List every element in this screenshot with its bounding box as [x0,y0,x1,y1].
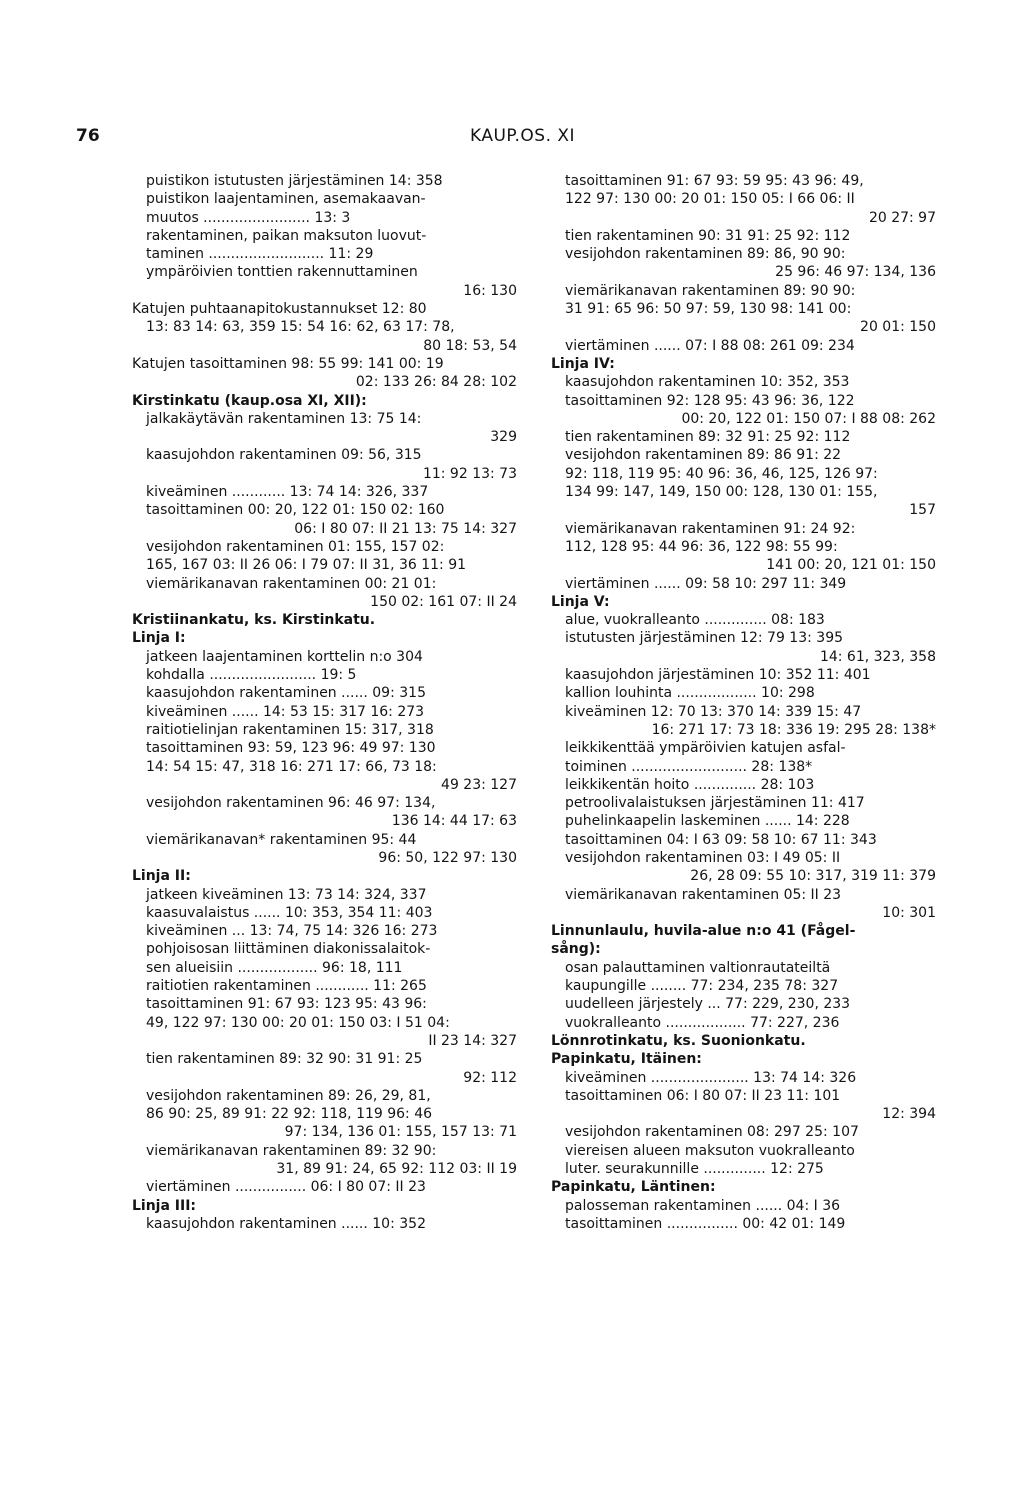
index-heading: Kristiinankatu, ks. Kirstinkatu. [132,612,376,629]
index-line: kiveäminen ... 13: 74, 75 14: 326 16: 273 [146,923,438,940]
index-line: kiveäminen 12: 70 13: 370 14: 339 15: 47 [565,703,862,720]
index-heading: Papinkatu, Itäinen: [551,1051,702,1068]
index-line: 136 14: 44 17: 63 [391,813,517,830]
index-line: 31 91: 65 96: 50 97: 59, 130 98: 141 00: [565,301,852,318]
index-line: 112, 128 95: 44 96: 36, 122 98: 55 99: [565,538,838,555]
index-line: jalkakäytävän rakentaminen 13: 75 14: [146,410,422,427]
index-heading: Linja IV: [551,355,615,372]
index-line: 134 99: 147, 149, 150 00: 128, 130 01: 155, [565,484,878,501]
index-line: 86 90: 25, 89 91: 22 92: 118, 119 96: 46 [146,1106,433,1123]
index-line: 49, 122 97: 130 00: 20 01: 150 03: I 51 04: [146,1014,450,1031]
index-line: vesijohdon rakentaminen 08: 297 25: 107 [565,1124,859,1141]
index-line: 31, 89 91: 24, 65 92: 112 03: II 19 [276,1161,517,1178]
index-line: sen alueisiin .................. 96: 18, 111 [146,959,403,976]
index-line: viemärikanavan rakentaminen 05: II 23 [565,886,842,903]
index-line: 00: 20, 122 01: 150 07: I 88 08: 262 [681,410,936,427]
index-line: leikkikenttää ympäröivien katujen asfal- [565,740,846,757]
index-line: 80 18: 53, 54 [423,337,517,354]
index-line: vesijohdon rakentaminen 03: I 49 05: II [565,849,841,866]
index-line: vesijohdon rakentaminen 89: 26, 29, 81, [146,1087,431,1104]
index-line: 157 [909,502,936,519]
index-line: puistikon laajentaminen, asemakaavan- [146,191,426,208]
index-line: tien rakentaminen 89: 32 90: 31 91: 25 [146,1051,423,1068]
index-line: tasoittaminen 00: 20, 122 01: 150 02: 160 [146,502,445,519]
index-line: viereisen alueen maksuton vuokralleanto [565,1142,855,1159]
index-line: raitiotielinjan rakentaminen 15: 317, 318 [146,721,434,738]
index-line: viertäminen ................ 06: I 80 07: II 23 [146,1179,426,1196]
index-heading: Kirstinkatu (kaup.osa XI, XII): [132,392,367,409]
index-line: petroolivalaistuksen järjestäminen 11: 417 [565,795,865,812]
index-line: 49 23: 127 [441,776,517,793]
index-line: kaasujohdon järjestäminen 10: 352 11: 401 [565,667,871,684]
index-line: puistikon istutusten järjestäminen 14: 358 [146,173,443,189]
index-line: tasoittaminen 92: 128 95: 43 96: 36, 122 [565,392,855,409]
index-line: 14: 54 15: 47, 318 16: 271 17: 66, 73 18: [146,758,437,775]
index-line: tasoittaminen 91: 67 93: 59 95: 43 96: 49, [565,173,864,189]
index-line: viemärikanavan rakentaminen 89: 32 90: [146,1142,437,1159]
index-heading: Linja V: [551,593,610,610]
index-line: 14: 61, 323, 358 [819,648,936,665]
index-line: 25 96: 46 97: 134, 136 [775,264,936,281]
index-column-right [551,172,936,1233]
index-line: istutusten järjestäminen 12: 79 13: 395 [565,630,844,647]
index-line: luter. seurakunnille .............. 12: 275 [565,1161,824,1178]
index-line: vesijohdon rakentaminen 89: 86, 90 90: [565,246,846,263]
index-line: kiveäminen ............ 13: 74 14: 326, 337 [146,484,429,501]
index-line: 97: 134, 136 01: 155, 157 13: 71 [284,1124,517,1141]
index-heading: Linja II: [132,868,191,885]
index-line: taminen .......................... 11: 29 [146,246,374,263]
index-line: vesijohdon rakentaminen 96: 46 97: 134, [146,795,436,812]
index-line: muutos ........................ 13: 3 [146,209,351,226]
index-line: kaasuvalaistus ...... 10: 353, 354 11: 403 [146,904,433,921]
index-line: vesijohdon rakentaminen 01: 155, 157 02: [146,538,445,555]
index-line: Katujen puhtaanapitokustannukset 12: 80 [132,301,427,318]
index-line: viemärikanavan* rakentaminen 95: 44 [146,831,417,848]
index-line: rakentaminen, paikan maksuton luovut- [146,227,427,244]
index-line: 165, 167 03: II 26 06: I 79 07: II 31, 36 11: 91 [146,557,467,574]
index-line: 02: 133 26: 84 28: 102 [355,374,517,391]
index-line: 20 27: 97 [868,209,936,226]
index-line: raitiotien rakentaminen ............ 11: 265 [146,978,427,995]
index-line: 96: 50, 122 97: 130 [378,849,517,866]
index-line: viemärikanavan rakentaminen 89: 90 90: [565,282,856,299]
index-line: 06: I 80 07: II 21 13: 75 14: 327 [294,520,517,537]
index-heading: sång): [551,941,601,958]
index-line: 11: 92 13: 73 [422,465,517,482]
index-line: toiminen .......................... 28: 138* [565,758,813,775]
index-line: tien rakentaminen 90: 31 91: 25 92: 112 [565,227,851,244]
page-number: 76 [76,126,100,146]
index-line: kaasujohdon rakentaminen 09: 56, 315 [146,447,422,464]
index-heading: Linja III: [132,1197,197,1214]
index-line: kaupungille ........ 77: 234, 235 78: 327 [565,978,839,995]
index-line: tien rakentaminen 89: 32 91: 25 92: 112 [565,429,851,446]
index-line: tasoittaminen 91: 67 93: 123 95: 43 96: [146,996,427,1013]
index-line: viemärikanavan rakentaminen 00: 21 01: [146,575,437,592]
index-line: leikkikentän hoito .............. 28: 103 [565,776,815,793]
index-line: vuokralleanto .................. 77: 227, 236 [565,1014,840,1031]
index-line: 12: 394 [882,1106,936,1123]
index-line: kiveäminen ...................... 13: 74 14: 326 [565,1069,857,1086]
index-heading: Papinkatu, Läntinen: [551,1179,716,1196]
index-line: 122 97: 130 00: 20 01: 150 05: I 66 06: II [565,191,855,208]
index-line: Katujen tasoittaminen 98: 55 99: 141 00: 19 [132,355,444,372]
index-line: 16: 271 17: 73 18: 336 19: 295 28: 138* [651,721,936,738]
index-column-left [132,172,517,1233]
index-line: kaasujohdon rakentaminen ...... 09: 315 [146,685,426,702]
index-line: 92: 118, 119 95: 40 96: 36, 46, 125, 126 97: [565,465,878,482]
index-line: tasoittaminen 04: I 63 09: 58 10: 67 11: 343 [565,831,877,848]
index-line: uudelleen järjestely ... 77: 229, 230, 233 [565,996,851,1013]
index-line: kaasujohdon rakentaminen ...... 10: 352 [146,1215,426,1232]
index-line: pohjoisosan liittäminen diakonissalaitok- [146,941,431,958]
index-line: vesijohdon rakentaminen 89: 86 91: 22 [565,447,842,464]
index-line: 141 00: 20, 121 01: 150 [766,557,936,574]
index-line: 150 02: 161 07: II 24 [370,593,517,610]
index-line: tasoittaminen 93: 59, 123 96: 49 97: 130 [146,740,436,757]
index-line: kallion louhinta .................. 10: 298 [565,685,815,702]
index-line: jatkeen kiveäminen 13: 73 14: 324, 337 [146,886,427,903]
index-line: ympäröivien tonttien rakennuttaminen [146,264,418,281]
index-line: alue, vuokralleanto .............. 08: 183 [565,612,825,629]
index-line: 26, 28 09: 55 10: 317, 319 11: 379 [690,868,936,885]
index-line: kohdalla ........................ 19: 5 [146,667,357,684]
index-line: 10: 301 [882,904,936,921]
index-line: 92: 112 [463,1069,517,1086]
index-line: 13: 83 14: 63, 359 15: 54 16: 62, 63 17: 78, [146,319,455,336]
index-line: 329 [490,429,517,446]
index-heading: Linja I: [132,630,186,647]
index-line: II 23 14: 327 [428,1032,517,1049]
index-line: jatkeen laajentaminen korttelin n:o 304 [146,648,423,665]
index-line: puhelinkaapelin laskeminen ...... 14: 228 [565,813,850,830]
running-head: KAUP.OS. XI [470,126,576,146]
index-line: kiveäminen ...... 14: 53 15: 317 16: 273 [146,703,425,720]
index-line: viertäminen ...... 07: I 88 08: 261 09: 234 [565,337,855,354]
index-line: viemärikanavan rakentaminen 91: 24 92: [565,520,856,537]
index-line: 16: 130 [463,282,517,299]
index-line: kaasujohdon rakentaminen 10: 352, 353 [565,374,850,391]
index-line: tasoittaminen 06: I 80 07: II 23 11: 101 [565,1087,841,1104]
index-heading: Linnunlaulu, huvila-alue n:o 41 (Fågel- [551,923,856,940]
index-heading: Lönnrotinkatu, ks. Suonionkatu. [551,1032,806,1049]
index-line: 20 01: 150 [860,319,936,336]
index-line: osan palauttaminen valtionrautateiltä [565,959,831,976]
index-line: viertäminen ...... 09: 58 10: 297 11: 349 [565,575,847,592]
index-line: palosseman rakentaminen ...... 04: I 36 [565,1197,841,1214]
index-line: tasoittaminen ................ 00: 42 01: 149 [565,1215,846,1232]
